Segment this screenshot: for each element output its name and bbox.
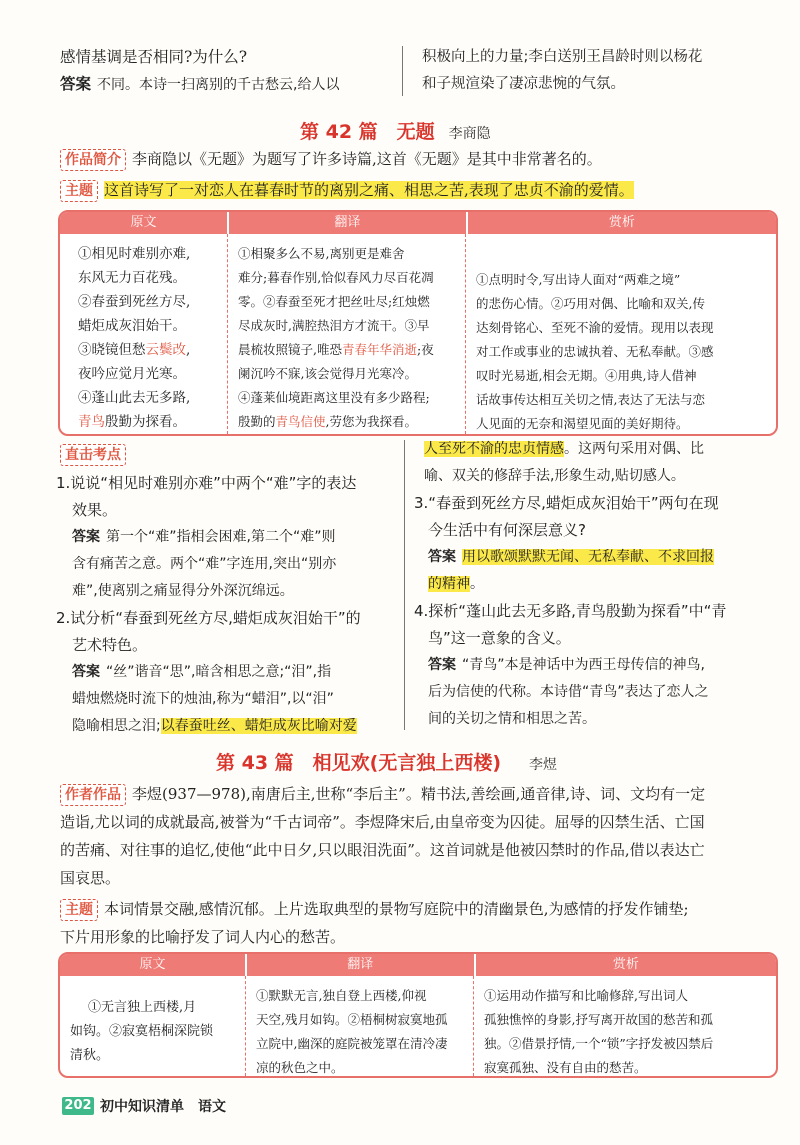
author-works-tag: 作者作品 xyxy=(60,784,126,806)
key-points-tag: 直击考点 xyxy=(60,444,126,466)
column-divider xyxy=(402,46,403,96)
poem-42-theme: 主题 这首诗写了一对恋人在暮春时节的离别之痛、相思之苦,表现了忠贞不渝的爱情。 xyxy=(60,176,634,204)
answer-label: 答案 xyxy=(60,75,92,93)
header-original: 原文 xyxy=(60,212,229,234)
intro-tag: 作品简介 xyxy=(60,149,126,171)
top-right-line-2: 和子规渲染了凄凉悲惋的气氛。 xyxy=(422,76,625,92)
page-title: 第 43 篇 相见欢(无言独上西楼) xyxy=(216,752,502,774)
page-title: 第 42 篇 无题 xyxy=(300,121,435,143)
key-points-right: 人至死不渝的忠贞情感。这两句采用对偶、比 喻、双关的修辞手法,形象生动,贴切感人。 3.“春蚕到死丝方尽,蜡炬成灰泪始干”两句在现 今生活中有何深层意义? 答案 用以歌颂默默无闻、无私奉献、不求回报 的精神。 4.探析“蓬山此去无多路,青鸟殷勤为探看”中“青 鸟”这一意象的含义。 答案 “青鸟”本是神话中为西王母传信的神鸟, 后为信使的代称。本诗借“青鸟”表达了恋人之 间的关切之情和相思之苦。 xyxy=(414,436,774,733)
header-translation: 翻译 xyxy=(229,212,468,234)
page-number: 202 xyxy=(62,1097,94,1115)
header-analysis: 赏析 xyxy=(476,954,776,976)
key-points-left: 1.说说“相见时难别亦难”中两个“难”字的表达 效果。 答案 第一个“难”指相会困难,第二个“难”则 含有痛苦之意。两个“难”字连用,突出“别亦 难”,使离别之痛显得分外深沉绵远。 2.试分析“春蚕到死丝方尽,蜡炬成灰泪始干”的 艺术特色。 答案 “丝”谐音“思”,暗含相思之意;“泪”,指 蜡烛燃烧时流下的烛油,称为“蜡泪”,以“泪” 隐喻相思之泪;以春蚕吐丝、蜡炬成灰比喻对爱 xyxy=(56,470,396,740)
analysis-text: ①点明时令,写出诗人面对“两难之境” 的悲伤心情。②巧用对偶、比喻和双关,传 达刻骨铭心、至死不渝的爱情。现用以表现 对工作或事业的忠诚执着、无私奉献。③感 叹时光易逝,相会无期。④用典,诗人借神 话故事传达相互关切之情,表达了无法与恋 人见面的无奈和渴望见面的美好期待。 xyxy=(476,272,714,431)
question-3: 3.“春蚕到死丝方尽,蜡炬成灰泪始干”两句在现 xyxy=(414,494,719,512)
column-divider xyxy=(404,440,405,730)
key-points-tag-wrap xyxy=(60,444,132,466)
top-left-question: 感情基调是否相同?为什么? xyxy=(60,48,248,66)
theme-tag: 主题 xyxy=(60,180,98,202)
question-2: 2.试分析“春蚕到死丝方尽,蜡炬成灰泪始干”的 xyxy=(56,609,361,627)
poem-42-heading xyxy=(300,117,491,144)
theme-tag: 主题 xyxy=(60,899,98,921)
original-text: ①无言独上西楼,月 如钩。②寂寞梧桐深院锁 清秋。 xyxy=(60,976,246,1076)
poem-author: 李商隐 xyxy=(448,126,491,142)
poem-43-theme: 主题 本词情景交融,感情沉郁。上片选取典型的景物写庭院中的清幽景色,为感情的抒发作铺垫; 下片用形象的比喻抒发了词人内心的愁苦。 xyxy=(60,900,689,946)
translation-text: ①默默无言,独自登上西楼,仰视 天空,残月如钩。②梧桐树寂寞地孤 立院中,幽深的庭院被笼罩在清冷凄 凉的秋色之中。 xyxy=(246,976,474,1076)
question-1: 1.说说“相见时难别亦难”中两个“难”字的表达 xyxy=(56,474,357,492)
top-left-answer: 答案 不同。本诗一扫离别的千古愁云,给人以 xyxy=(60,75,340,93)
top-right-line-1: 积极向上的力量;李白送别王昌龄时则以杨花 xyxy=(422,49,703,65)
poem-42-table xyxy=(58,210,778,436)
header-translation: 翻译 xyxy=(247,954,476,976)
poem-43-heading xyxy=(216,748,557,775)
original-text: ①相见时难别亦难, 东风无力百花残。 ②春蚕到死丝方尽, 蜡炬成灰泪始干。 ③晓镜但愁云鬓改, 夜吟应觉月光寒。 ④蓬山此去无多路, 青鸟殷勤为探看。 xyxy=(60,234,228,434)
footer-title: 初中知识清单 语文 xyxy=(100,1099,226,1115)
poem-42-intro: 作品简介 李商隐以《无题》为题写了许多诗篇,这首《无题》是其中非常著名的。 xyxy=(60,145,602,173)
header-analysis: 赏析 xyxy=(468,212,776,234)
poem-author: 李煜 xyxy=(529,757,558,773)
poem-43-table xyxy=(58,952,778,1078)
question-4: 4.探析“蓬山此去无多路,青鸟殷勤为探看”中“青 xyxy=(414,602,727,620)
analysis-text: ①运用动作描写和比喻修辞,写出词人 孤独憔悴的身影,抒写离开故国的愁苦和孤 独。②借景抒情,一个“锁”字抒发被囚禁后 寂寞孤独、没有自由的愁苦。 xyxy=(484,988,714,1075)
translation-text: ①相聚多么不易,离别更是难舍 难分;暮春作别,恰似春风力尽百花凋 零。②春蚕至死才把丝吐尽;红烛燃 尽成灰时,满腔热泪方才流干。③早 晨梳妆照镜子,唯恐青春年华消逝;夜 阑沉吟不寐,该会觉得月光寒冷。 ④蓬莱仙境距离这里没有多少路程; 殷勤的青鸟信使,劳您为我探看。 xyxy=(228,234,466,434)
header-original: 原文 xyxy=(60,954,247,976)
poem-43-intro: 作者作品 李煜(937—978),南唐后主,世称“李后主”。精书法,善绘画,通音律,诗、词、文均有一定 造诣,尤以词的成就最高,被誉为“千古词帝”。李煜降宋后,由皇帝变为囚徒。屈辱的囚禁生活、亡国 的苦痛、对往事的追忆,使他“此中日夕,只以眼泪洗面”。这首词就是他被囚禁时的作品,借以表达亡 国哀思。 xyxy=(60,785,706,887)
